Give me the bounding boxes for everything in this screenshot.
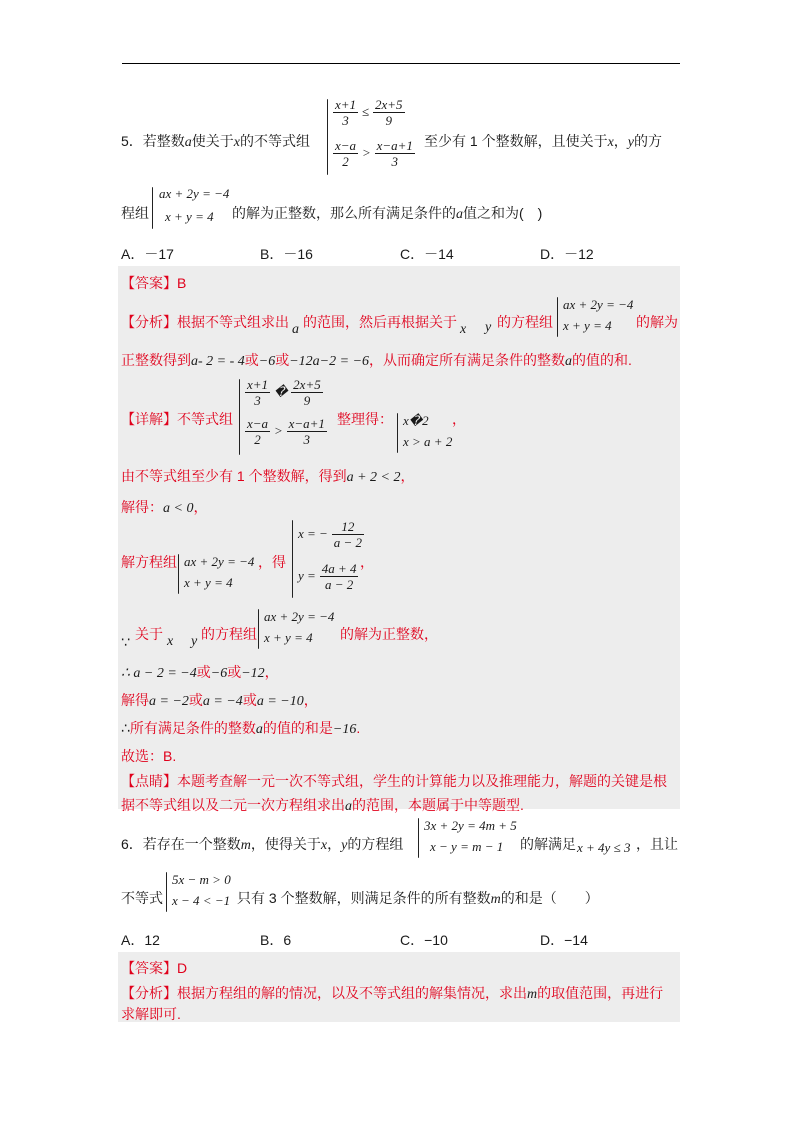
frac-den: 3 <box>254 393 261 408</box>
q5-var-y: y <box>627 135 635 150</box>
detail-brace <box>239 379 240 455</box>
q6-eq2: x − y = m − 1 <box>430 839 504 854</box>
step4-var-y: y <box>191 634 198 649</box>
step-text: 由不等式组至少有 1 个整数解，得到 <box>121 468 347 484</box>
analysis-or: 或 <box>275 352 290 368</box>
header-rule <box>122 63 680 64</box>
analysis-label: 【分析】 <box>121 985 177 1001</box>
q6-ineq-brace <box>166 872 167 912</box>
q5-var-a: a <box>184 135 192 150</box>
step-math: −6 <box>210 666 228 681</box>
comment-var-a: a <box>345 799 352 814</box>
step3-sol-y <box>298 561 358 592</box>
q5-line1 <box>121 131 310 151</box>
step4-eq2: x + y = 4 <box>264 630 313 645</box>
answer-label: 【答案】 <box>121 960 177 976</box>
q5-choose: 故选：B. <box>121 748 177 764</box>
analysis-eq1: ax + 2y = −4 <box>563 297 634 312</box>
analysis-var-y: y <box>485 320 492 335</box>
q5-comma: ， <box>613 133 628 149</box>
detail-sol2: x > a + 2 <box>403 434 453 449</box>
q5-option-b[interactable]: B．－16 <box>260 246 313 262</box>
step-or: 或 <box>188 692 203 708</box>
q5-option-a[interactable]: A．－17 <box>121 246 174 262</box>
detail-text: 整理得： <box>337 411 393 427</box>
op: ≤ <box>361 104 370 120</box>
q5-step5 <box>121 662 279 682</box>
q5-analysis-line1 <box>121 312 289 332</box>
frac-den: 3 <box>342 113 349 128</box>
q6-text: 的和是（ ） <box>500 890 599 906</box>
comment-text: 据不等式组以及二元一次方程组求出 <box>121 797 345 813</box>
comment-label: 【点睛】 <box>121 773 177 789</box>
analysis-text: 的解为 <box>636 314 678 330</box>
q5-text: 的解为正整数，那么所有满足条件的 <box>232 205 456 221</box>
analysis-text: 的取值范围，再进行 <box>537 985 664 1001</box>
q5-comment-line1 <box>121 771 667 791</box>
frac-den: a − 2 <box>324 577 354 592</box>
analysis-text: 的值的和. <box>572 352 632 368</box>
frac-den: 9 <box>385 113 392 128</box>
frac-den: 2 <box>254 432 261 447</box>
q6-line2-prefix: 不等式 <box>121 890 163 906</box>
sol-pre: x = − <box>298 526 328 542</box>
frac-den: 3 <box>303 432 311 447</box>
analysis-text: 正整数得到 <box>121 352 191 368</box>
step-math: a = −2 <box>149 694 189 709</box>
q6-eq1: 3x + 2y = 4m + 5 <box>424 818 517 833</box>
q6-var-m: m <box>240 838 251 853</box>
q5-var-x: x <box>233 135 241 150</box>
analysis-eq2: x + y = 4 <box>563 318 612 333</box>
detail-ineq2 <box>245 416 327 447</box>
q5-var-a: a <box>456 207 463 222</box>
frac-num: 2x+5 <box>374 97 403 112</box>
frac-den: 2 <box>342 154 349 169</box>
q5-brace <box>327 99 328 175</box>
q5-system-brace <box>152 187 153 229</box>
q6-system-brace <box>418 818 419 858</box>
q6-line1 <box>121 834 403 854</box>
step4-brace <box>258 609 259 649</box>
q5-step6 <box>121 690 318 710</box>
q5-comment-line2 <box>121 795 524 815</box>
q5-ineq1 <box>333 97 405 128</box>
step-math: a = −4 <box>202 694 243 709</box>
therefore-symbol: ∴ <box>121 720 130 736</box>
step4-var-x: x <box>167 634 174 649</box>
frac-den: 3 <box>391 154 399 169</box>
q5-var-x: x <box>607 135 614 150</box>
analysis-or: 或 <box>244 352 259 368</box>
frac-num: 12 <box>332 519 364 535</box>
q6-line2-tail <box>237 888 599 908</box>
analysis-var-a: a <box>565 354 573 369</box>
analysis-var-m: m <box>527 987 538 1002</box>
analysis-brace <box>557 297 558 337</box>
step-math: a = −10 <box>256 694 304 709</box>
step-or: 或 <box>227 664 242 680</box>
q5-step1 <box>121 466 414 486</box>
q5-step2 <box>121 497 207 517</box>
q6-text: 只有 3 个整数解，则满足条件的所有整数 <box>237 890 491 906</box>
frac-num: x+1 <box>247 377 269 392</box>
step-math: a + 2 < 2 <box>346 470 401 485</box>
q5-analysis-line2 <box>121 350 632 370</box>
op: � <box>273 384 288 400</box>
analysis-expr: −12a−2 = −6 <box>289 354 370 369</box>
q5-option-c[interactable]: C．－14 <box>400 246 454 262</box>
q6-var-x: x <box>320 838 328 853</box>
q6-text: ，使得关于 <box>250 836 321 852</box>
step3-eq1: ax + 2y = −4 <box>184 554 255 569</box>
detail-label: 【详解】 <box>121 411 177 427</box>
q5-text: 使关于 <box>191 133 234 149</box>
step3-sol-brace <box>292 520 293 598</box>
step4-text: 的方程组 <box>201 626 257 642</box>
step-text: ， <box>193 499 208 515</box>
q6-text: 的解满足 <box>520 836 576 852</box>
step-math: −16 <box>332 722 357 737</box>
q5-detail-line1 <box>121 409 233 429</box>
comment-text: 本题考查解一元一次不等式组，学生的计算能力以及推理能力，解题的关键是根 <box>177 773 667 789</box>
frac-den: a − 2 <box>333 535 362 550</box>
analysis-var-x: x <box>460 322 467 337</box>
q6-comma: ， <box>327 836 342 852</box>
detail-ineq1 <box>245 377 323 408</box>
q6-option-b[interactable]: B．6 <box>260 932 292 948</box>
analysis-text: 根据方程组的解的情况，以及不等式组的解集情况，求出 <box>177 985 527 1001</box>
q5-step7 <box>121 718 360 738</box>
analysis-text: 的方程组 <box>497 314 553 330</box>
analysis-text: 的范围，然后再根据关于 <box>303 314 457 330</box>
step-text: 的值的和是 <box>262 720 333 736</box>
q5-text: 的方 <box>634 133 663 149</box>
step-text: 解得： <box>121 499 163 515</box>
step-math: ∴ a − 2 = −4 <box>121 666 197 681</box>
step3-end: ， <box>360 554 374 570</box>
step-text: 解得 <box>121 692 149 708</box>
q6-text: ，且让 <box>636 836 678 852</box>
step3-brace <box>178 554 179 594</box>
q6-analysis-line1 <box>121 983 663 1003</box>
analysis-text: ，从而确定所有满足条件的整数 <box>369 352 566 368</box>
q6-text: 6．若存在一个整数 <box>121 836 241 852</box>
frac-num: x−a <box>335 138 357 153</box>
q5-prefix: 5．若整数 <box>121 133 185 149</box>
analysis-expr: a- 2 = - 4 <box>191 354 245 369</box>
q5-text: 的不等式组 <box>240 133 311 149</box>
step-or: 或 <box>242 692 257 708</box>
q6-option-a[interactable]: A．12 <box>121 932 160 948</box>
frac-num: 2x+5 <box>293 377 321 392</box>
detail-text: 不等式组 <box>177 411 233 427</box>
frac-num: x−a <box>247 416 269 431</box>
q5-answer <box>121 273 186 293</box>
q6-var-y: y <box>341 838 348 853</box>
frac-num: x+1 <box>335 97 357 112</box>
sol-pre: y = <box>298 568 316 584</box>
step-text: ， <box>400 468 415 484</box>
step-text: . <box>356 720 361 736</box>
step-text: 所有满足条件的整数 <box>129 720 256 736</box>
step-math: a < 0 <box>163 501 194 516</box>
comment-text: 的范围，本题属于中等题型. <box>352 797 524 813</box>
analysis-text: 根据不等式组求出 <box>177 314 289 330</box>
step4-text: 关于 <box>135 626 163 642</box>
step3-eq2: x + y = 4 <box>184 575 233 590</box>
frac-den: 9 <box>303 393 311 408</box>
q5-line2-prefix: 程组 <box>121 205 149 221</box>
q5-ineq2 <box>333 138 415 169</box>
frac-num: x−a+1 <box>376 138 413 153</box>
frac-num: x−a+1 <box>288 416 325 431</box>
step3-sol-x <box>298 519 364 550</box>
q6-ineq1: 5x − m > 0 <box>172 872 231 887</box>
step3-text: ，得 <box>258 554 286 570</box>
q6-var-m: m <box>490 892 501 907</box>
detail-sol1: x�2 <box>403 413 429 428</box>
q5-text: 值之和为( ) <box>463 205 543 221</box>
step4-eq1: ax + 2y = −4 <box>264 609 335 624</box>
analysis-var-a: a <box>292 322 299 337</box>
step-text: ， <box>303 692 318 708</box>
step-var-a: a <box>255 722 263 737</box>
answer-value: B <box>177 275 187 291</box>
q6-option-d[interactable]: D．−14 <box>540 932 588 948</box>
op: > <box>273 423 283 439</box>
q5-text: 至少有 1 个整数解，且使关于 <box>424 133 608 149</box>
q5-option-d[interactable]: D．－12 <box>540 246 594 262</box>
op: > <box>361 145 371 161</box>
q6-condition: x + 4y ≤ 3 <box>577 840 631 855</box>
answer-value: D <box>177 960 188 976</box>
step4-text: 的解为正整数， <box>340 626 438 642</box>
q6-answer <box>121 958 187 978</box>
detail-comma: ， <box>452 411 466 427</box>
frac-num: 4a + 4 <box>321 561 357 576</box>
analysis-expr: −6 <box>258 354 276 369</box>
step3-text: 解方程组 <box>121 554 177 570</box>
q5-eq1: ax + 2y = −4 <box>159 186 230 201</box>
because-symbol: ∵ <box>121 634 130 650</box>
q5-line2-tail <box>232 203 542 223</box>
q5-line1-tail <box>424 131 662 151</box>
q6-ineq2: x − 4 < −1 <box>172 893 231 908</box>
step-or: 或 <box>196 664 211 680</box>
step-math: −12 <box>241 666 265 681</box>
q6-analysis-line2: 求解即可. <box>121 1006 181 1022</box>
answer-label: 【答案】 <box>121 275 177 291</box>
q6-option-c[interactable]: C．−10 <box>400 932 448 948</box>
analysis-label: 【分析】 <box>121 314 177 330</box>
q5-eq2: x + y = 4 <box>165 209 214 224</box>
detail-sol-brace <box>397 413 398 453</box>
step-text: ， <box>264 664 279 680</box>
q6-text: 的方程组 <box>347 836 404 852</box>
